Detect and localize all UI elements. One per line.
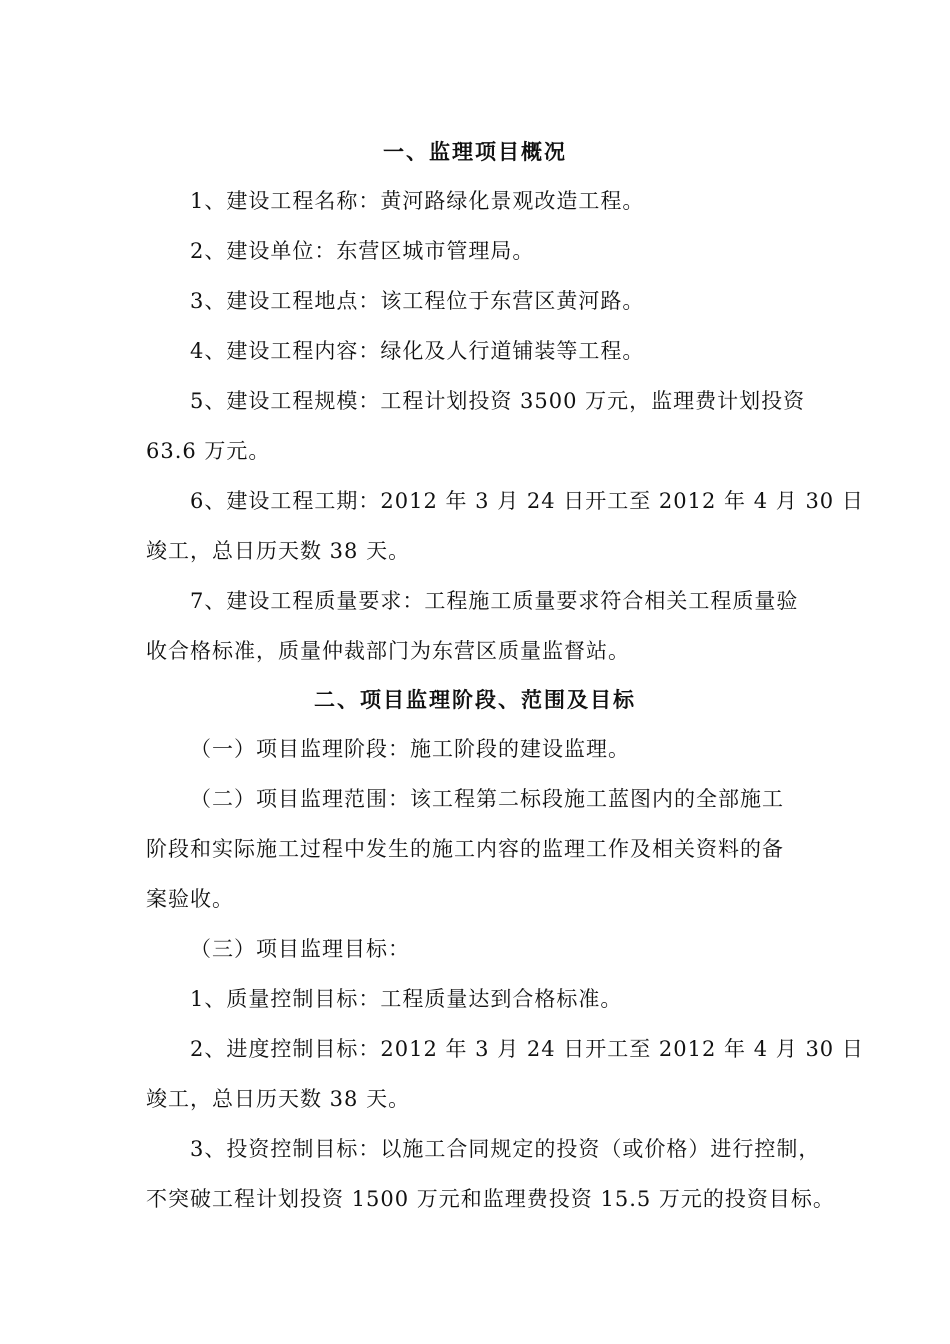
paragraph-line: 1、建设工程名称：黄河路绿化景观改造工程。 bbox=[190, 189, 645, 213]
paragraph-line: 竣工，总日历天数 38 天。 bbox=[146, 1087, 411, 1111]
paragraph-line: 1、质量控制目标：工程质量达到合格标准。 bbox=[190, 987, 623, 1011]
paragraph-line: 收合格标准，质量仲裁部门为东营区质量监督站。 bbox=[146, 639, 630, 663]
paragraph-line: 竣工，总日历天数 38 天。 bbox=[146, 539, 411, 563]
paragraph-line: 3、投资控制目标：以施工合同规定的投资（或价格）进行控制， bbox=[190, 1137, 821, 1161]
paragraph-line: 5、建设工程规模：工程计划投资 3500 万元，监理费计划投资 bbox=[190, 389, 806, 413]
paragraph-line: 4、建设工程内容：绿化及人行道铺装等工程。 bbox=[190, 339, 645, 363]
paragraph-line: 63.6 万元。 bbox=[146, 439, 271, 463]
paragraph-line: 2、进度控制目标：2012 年 3 月 24 日开工至 2012 年 4 月 30 日 bbox=[190, 1037, 864, 1061]
paragraph-line: 7、建设工程质量要求：工程施工质量要求符合相关工程质量验 bbox=[190, 589, 799, 613]
section-2-heading: 二、项目监理阶段、范围及目标 bbox=[314, 688, 636, 712]
paragraph-line: 案验收。 bbox=[146, 887, 234, 911]
section-1-heading: 一、监理项目概况 bbox=[383, 140, 567, 164]
paragraph-line: （二）项目监理范围：该工程第二标段施工蓝图内的全部施工 bbox=[190, 787, 784, 811]
paragraph-line: 阶段和实际施工过程中发生的施工内容的监理工作及相关资料的备 bbox=[146, 837, 784, 861]
paragraph-line: 2、建设单位：东营区城市管理局。 bbox=[190, 239, 535, 263]
paragraph-line: 6、建设工程工期：2012 年 3 月 24 日开工至 2012 年 4 月 30 日 bbox=[190, 489, 864, 513]
paragraph-line: （三）项目监理目标： bbox=[190, 937, 410, 961]
paragraph-line: 3、建设工程地点：该工程位于东营区黄河路。 bbox=[190, 289, 645, 313]
paragraph-line: （一）项目监理阶段：施工阶段的建设监理。 bbox=[190, 737, 630, 761]
paragraph-line: 不突破工程计划投资 1500 万元和监理费投资 15.5 万元的投资目标。 bbox=[146, 1187, 835, 1211]
